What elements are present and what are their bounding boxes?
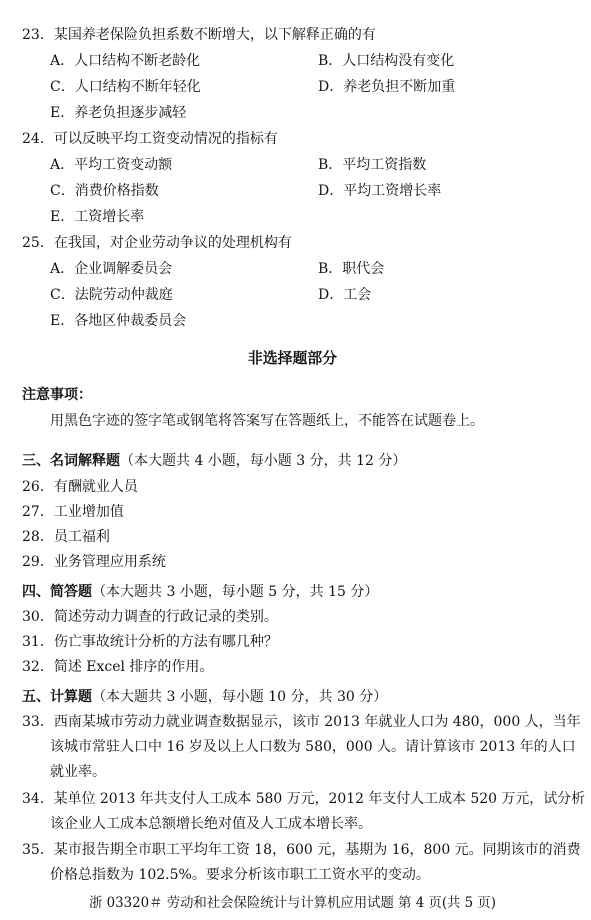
q25-option-b: B．职代会 xyxy=(318,261,385,277)
section-5-rest: （本大题共 3 小题，每小题 10 分，共 30 分） xyxy=(92,689,388,705)
q33-line-1: 33．西南某城市劳动力就业调查数据显示，该市 2013 年就业人口为 480，000 人，当年 xyxy=(22,714,581,730)
q23-option-b: B．人口结构没有变化 xyxy=(318,53,455,69)
q32: 32．简述 Excel 排序的作用。 xyxy=(22,659,214,675)
section-3-head: 三、名词解释题 xyxy=(22,453,120,469)
q28: 28．员工福利 xyxy=(22,529,110,545)
section-4-header xyxy=(22,585,378,599)
q34-line-2: 该企业人工成本总额增长绝对值及人工成本增长率。 xyxy=(50,816,372,832)
q33-line-2: 该城市常驻人口中 16 岁及以上人口数为 580，000 人。请计算该市 2013 年的人口 xyxy=(50,739,576,755)
q23-option-a: A．人口结构不断老龄化 xyxy=(50,53,201,69)
q24-option-d: D．平均工资增长率 xyxy=(318,183,442,199)
q23-option-c: C．人口结构不断年轻化 xyxy=(50,79,201,95)
q25-option-a: A．企业调解委员会 xyxy=(50,261,173,277)
notice-body: 用黑色字迹的签字笔或钢笔将答案写在答题纸上，不能答在试题卷上。 xyxy=(50,413,484,429)
q24-option-a: A．平均工资变动额 xyxy=(50,157,173,173)
q25-option-c: C．法院劳动仲裁庭 xyxy=(50,287,173,303)
q23-option-e: E．养老负担逐步减轻 xyxy=(50,105,187,121)
section-4-head: 四、简答题 xyxy=(22,584,92,600)
section-5-head: 五、计算题 xyxy=(22,689,92,705)
page-footer: 浙 03320＃ 劳动和社会保险统计与计算机应用试题 第 4 页(共 5 页) xyxy=(88,895,496,911)
section-4-rest: （本大题共 3 小题，每小题 5 分，共 15 分） xyxy=(92,584,379,600)
q34-line-1: 34．某单位 2013 年共支付人工成本 580 万元，2012 年支付人工成本 520 万元，试分析 xyxy=(22,791,586,807)
section-3-rest: （本大题共 4 小题，每小题 3 分，共 12 分） xyxy=(120,453,407,469)
q31: 31．伤亡事故统计分析的方法有哪几种？ xyxy=(22,634,278,650)
q27: 27．工业增加值 xyxy=(22,504,124,520)
q23-stem: 23．某国养老保险负担系数不断增大，以下解释正确的有 xyxy=(22,27,376,43)
q24-stem: 24．可以反映平均工资变动情况的指标有 xyxy=(22,131,278,147)
q25-stem: 25．在我国，对企业劳动争议的处理机构有 xyxy=(22,235,292,251)
q26: 26．有酬就业人员 xyxy=(22,479,138,495)
q35-line-2: 价格总指数为 102.5%。要求分析该市职工工资水平的变动。 xyxy=(50,867,430,883)
q24-option-b: B．平均工资指数 xyxy=(318,157,427,173)
q23-option-d: D．养老负担不断加重 xyxy=(318,79,456,95)
q33-line-3: 就业率。 xyxy=(50,764,106,780)
q35-line-1: 35．某市报告期全市职工平均年工资 18，600 元，基期为 16，800 元。同期该市的消费 xyxy=(22,842,581,858)
q25-option-d: D．工会 xyxy=(318,287,372,303)
non-choice-section-title: 非选择题部分 xyxy=(247,349,338,367)
q24-option-c: C．消费价格指数 xyxy=(50,183,159,199)
section-5-header xyxy=(22,690,387,704)
section-3-header xyxy=(22,454,406,468)
notice-label: 注意事项： xyxy=(22,387,92,403)
q24-option-e: E．工资增长率 xyxy=(50,209,145,225)
q29: 29．业务管理应用系统 xyxy=(22,554,166,570)
q25-option-e: E．各地区仲裁委员会 xyxy=(50,313,187,329)
q30: 30．简述劳动力调查的行政记录的类别。 xyxy=(22,609,278,625)
